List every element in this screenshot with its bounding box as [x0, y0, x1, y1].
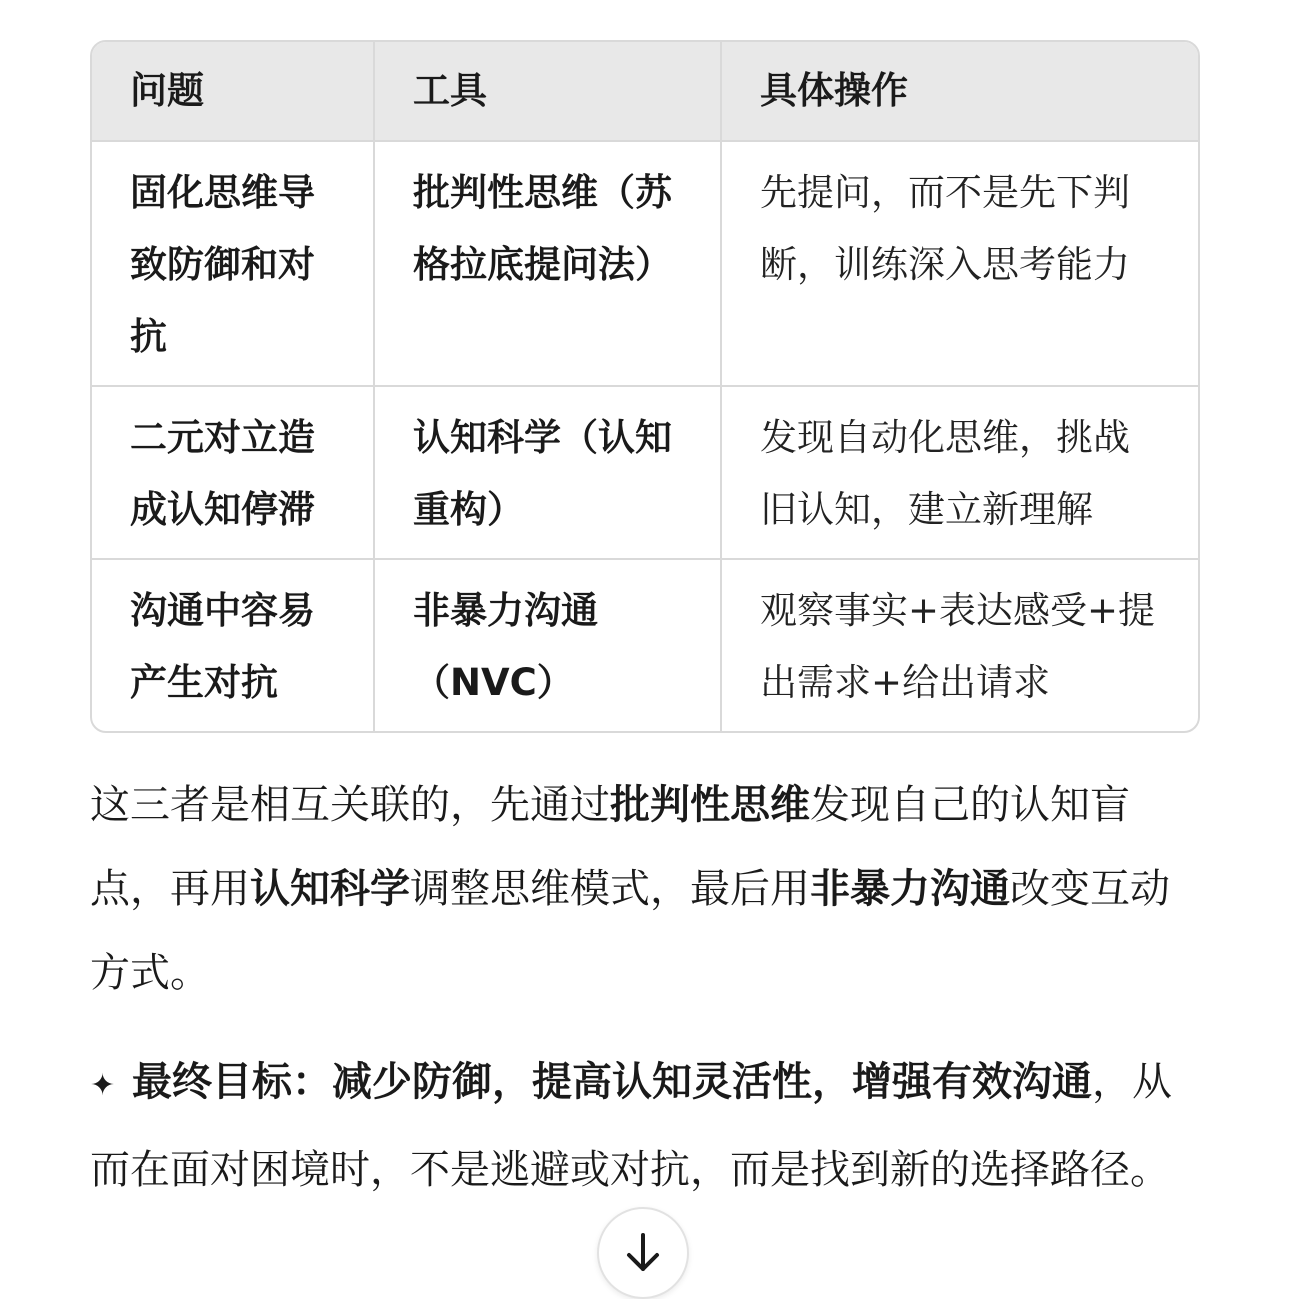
summary-text: 发现自己的认知盲点，再用 [90, 782, 1130, 912]
goal-paragraph [90, 1040, 1200, 1212]
header-action: 具体操作 [721, 42, 1198, 141]
cell-problem: 沟通中容易产生对抗 [92, 559, 374, 731]
sparkle-icon: ✦ [90, 1068, 116, 1103]
cell-action: 发现自动化思维，挑战旧认知，建立新理解 [721, 386, 1198, 559]
message-content [90, 40, 1200, 1212]
header-problem: 问题 [92, 42, 374, 141]
table-header-row [92, 42, 1198, 141]
cell-tool: 批判性思维（苏格拉底提问法） [374, 141, 721, 386]
table-row [92, 386, 1198, 559]
summary-text: 改变互动方式。 [90, 866, 1170, 996]
goal-text: ，从而在面对困境时，不是逃避或对抗，而是找到新的选择路径。 [90, 1059, 1172, 1193]
cell-tool: 非暴力沟通（NVC） [374, 559, 721, 731]
scroll-to-bottom-button[interactable] [597, 1207, 689, 1299]
comparison-table [90, 40, 1200, 733]
highlight-nvc: 非暴力沟通 [810, 866, 1010, 912]
summary-text: 这三者是相互关联的，先通过 [90, 782, 610, 828]
highlight-cognitive-science: 认知科学 [250, 866, 410, 912]
cell-tool: 认知科学（认知重构） [374, 386, 721, 559]
table-row [92, 141, 1198, 386]
goal-bold: 最终目标：减少防御，提高认知灵活性，增强有效沟通 [132, 1059, 1092, 1105]
cell-action: 先提问，而不是先下判断，训练深入思考能力 [721, 141, 1198, 386]
table-row [92, 559, 1198, 731]
highlight-critical-thinking: 批判性思维 [610, 782, 810, 828]
summary-paragraph [90, 763, 1200, 1015]
cell-problem: 二元对立造成认知停滞 [92, 386, 374, 559]
cell-problem: 固化思维导致防御和对抗 [92, 141, 374, 386]
header-tool: 工具 [374, 42, 721, 141]
cell-action: 观察事实+表达感受+提出需求+给出请求 [760, 589, 1156, 704]
summary-text: 调整思维模式，最后用 [410, 866, 810, 912]
arrow-down-icon [623, 1231, 663, 1275]
